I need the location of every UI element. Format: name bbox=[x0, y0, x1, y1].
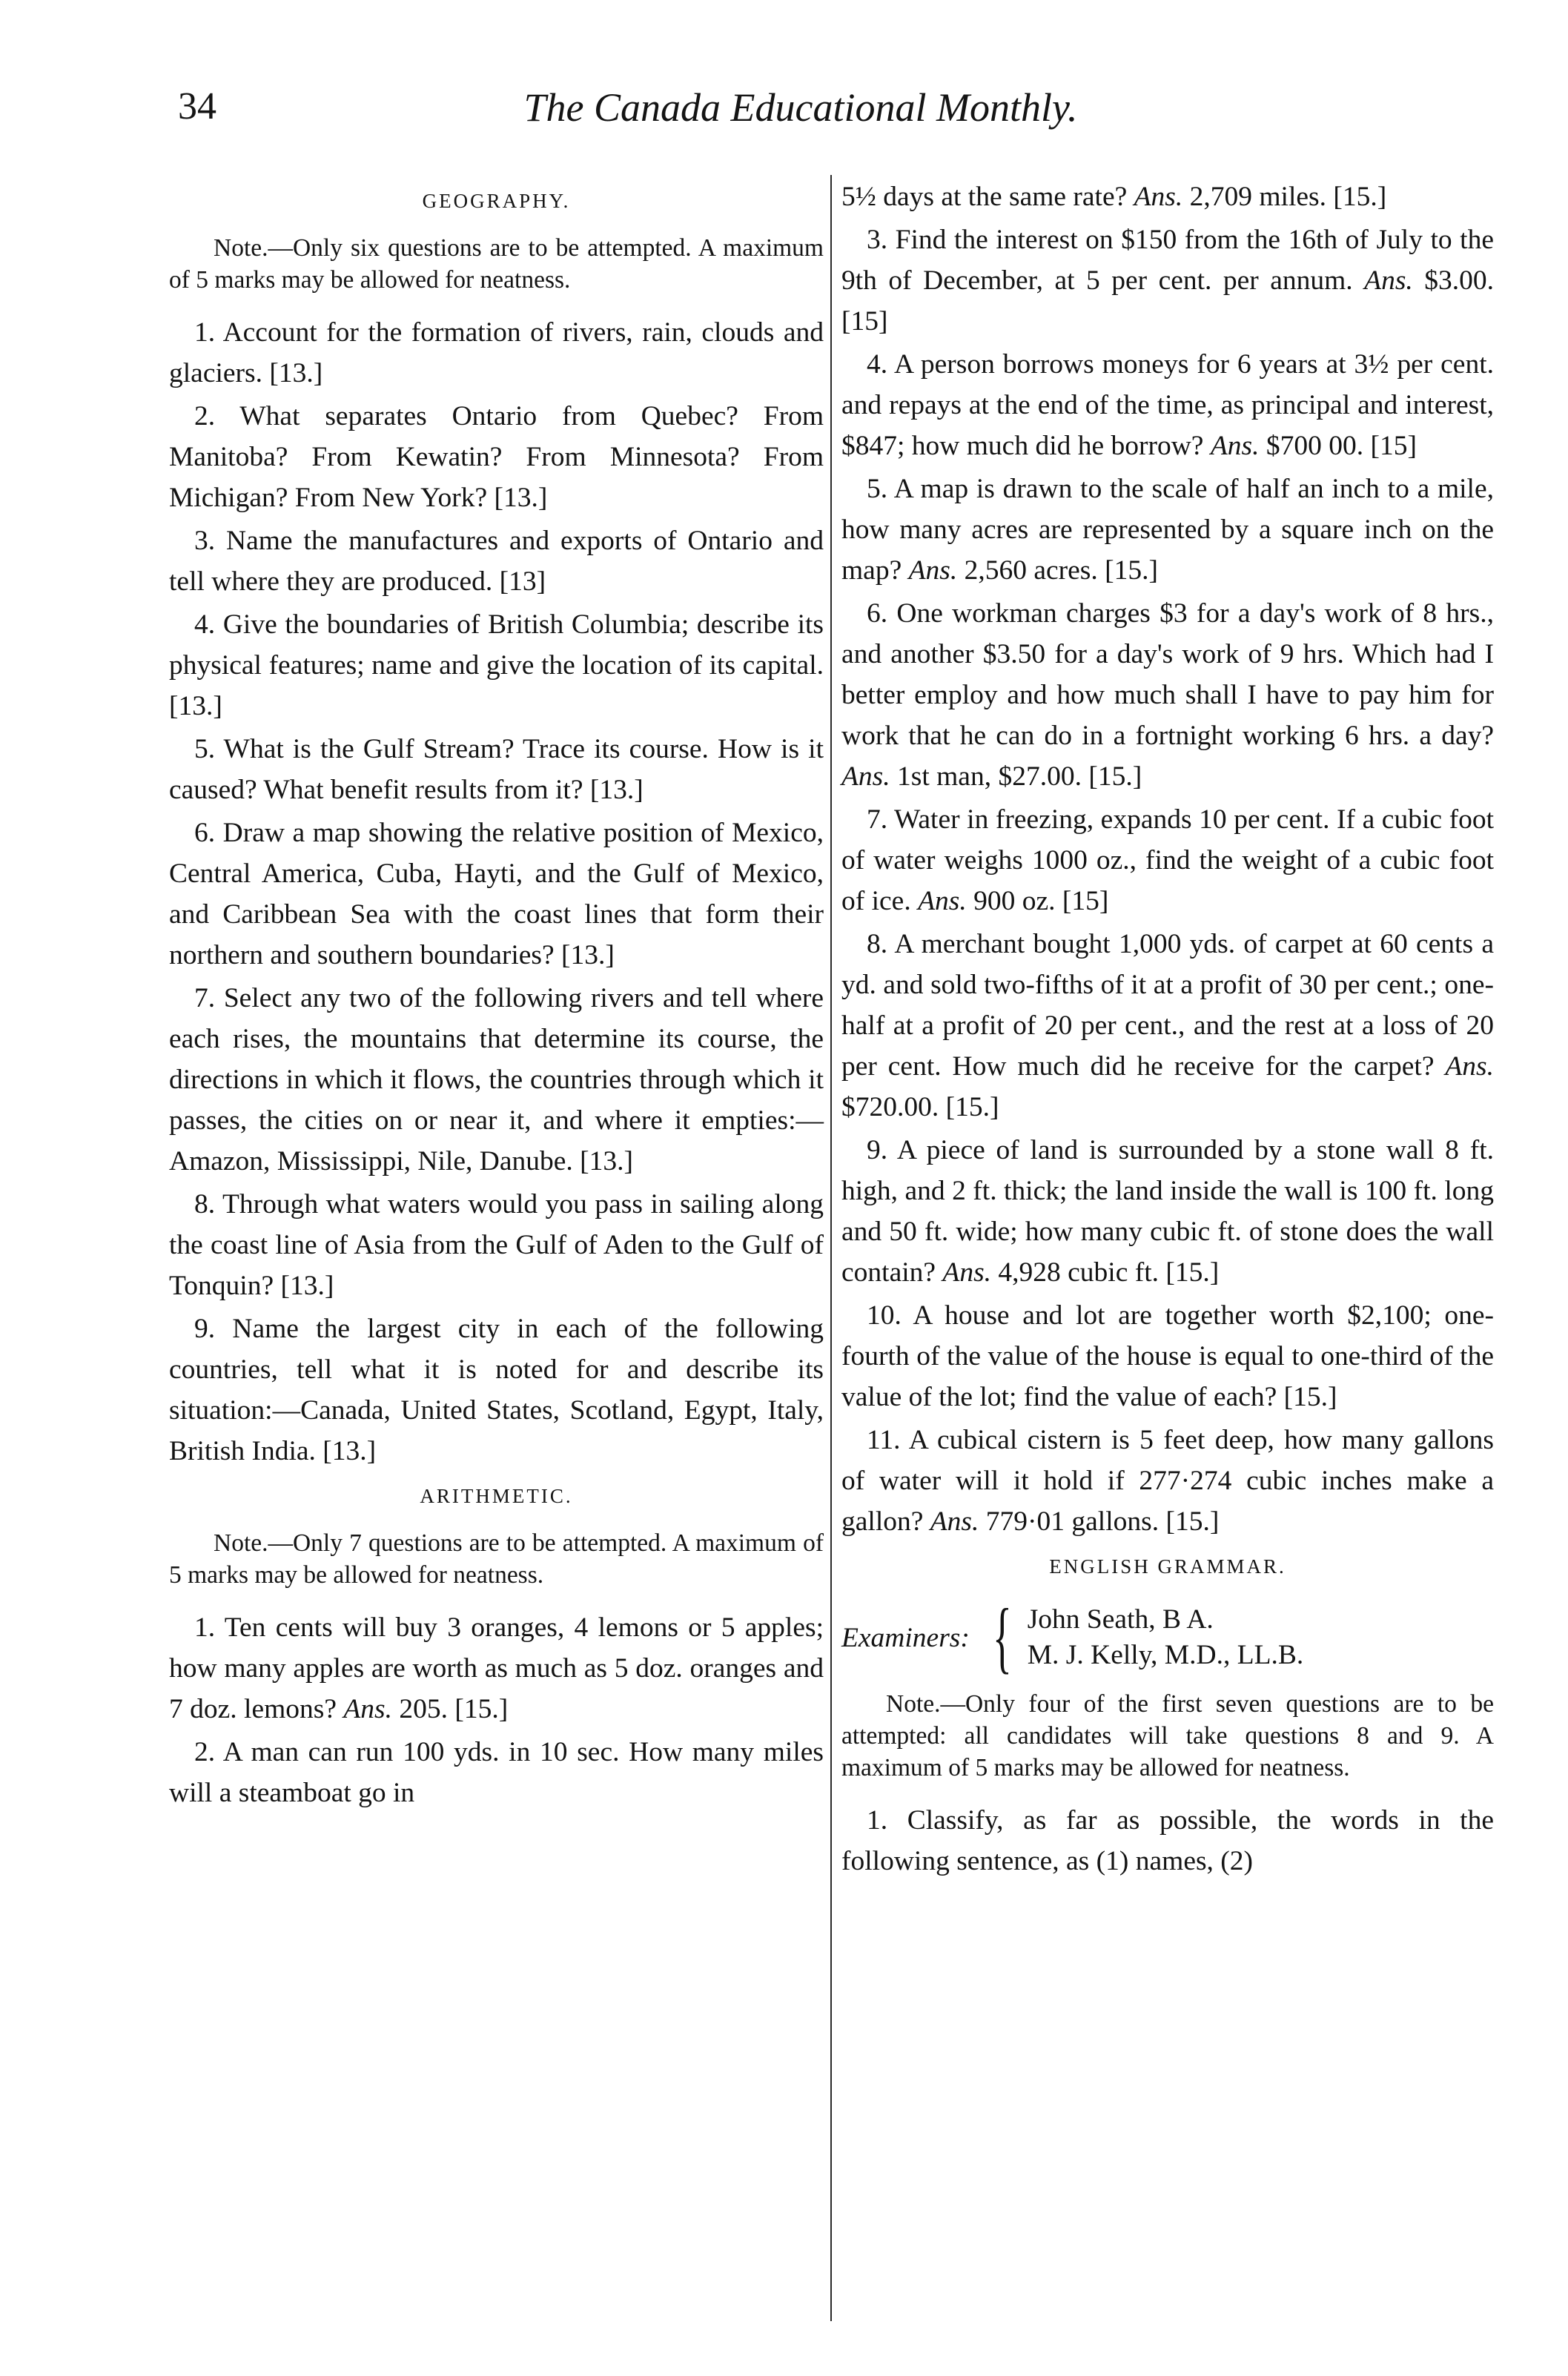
arithmetic-note: Note.—Only 7 questions are to be attempted. A maximum of 5 marks may be allowed for neatness. bbox=[169, 1529, 824, 1589]
answer-value: 900 oz. [15] bbox=[973, 886, 1109, 916]
answer-label: Ans. bbox=[1134, 182, 1183, 212]
arithmetic-question bbox=[841, 924, 1494, 1128]
answer-value: 2,709 miles. [15.] bbox=[1189, 182, 1387, 212]
column-divider bbox=[830, 175, 832, 2321]
question-text: 5½ days at the same rate? bbox=[841, 182, 1128, 212]
english-grammar-note: Note.—Only four of the first seven questions are to be attempted: all candidates will take questions 8 and 9. A maximum of 5 marks may be allowed for neatness. bbox=[841, 1690, 1494, 1781]
arithmetic-question: 2. A man can run 100 yds. in 10 sec. How many miles will a steamboat go in bbox=[169, 1737, 824, 1808]
arithmetic-question bbox=[841, 469, 1494, 591]
question-text: 5. A map is drawn to the scale of half an inch to a mile, how many acres are represented by a square inch on the map? bbox=[841, 474, 1494, 586]
question-text: 4. A person borrows moneys for 6 years at 3½ per cent. and repays at the end of the time, as principal and interest, $847; how much did he borrow? bbox=[841, 349, 1494, 461]
answer-value: 779·01 gallons. [15.] bbox=[985, 1506, 1220, 1537]
answer-value: 1st man, $27.00. [15.] bbox=[897, 761, 1142, 792]
left-column bbox=[169, 176, 824, 1816]
geography-question: 9. Name the largest city in each of the following countries, tell what it is noted for and describe its situation:—Canada, United States, Scotland, Egypt, Italy, British India. [13.] bbox=[169, 1314, 824, 1466]
geography-question: 6. Draw a map showing the relative position of Mexico, Central America, Cuba, Hayti, and the Gulf of Mexico, and Caribbean Sea with the coast lines that form their northern and southern boundaries? [13.] bbox=[169, 818, 824, 970]
examiner-name: M. J. Kelly, M.D., LL.B. bbox=[1027, 1640, 1304, 1670]
answer-label: Ans. bbox=[1210, 431, 1260, 461]
answer-value: 2,560 acres. [15.] bbox=[964, 555, 1158, 586]
answer-label: Ans. bbox=[1364, 265, 1413, 296]
answer-value: 4,928 cubic ft. [15.] bbox=[998, 1257, 1220, 1288]
page-number: 34 bbox=[178, 85, 216, 128]
answer-label: Ans. bbox=[908, 555, 958, 586]
examiner-name: John Seath, B A. bbox=[1027, 1604, 1214, 1635]
right-column bbox=[841, 176, 1494, 1884]
geography-question: 8. Through what waters would you pass in sailing along the coast line of Asia from the Gulf of Aden to the Gulf of Tonquin? [13.] bbox=[169, 1189, 824, 1301]
answer-value: $700 00. [15] bbox=[1266, 431, 1417, 461]
answer-label: Ans. bbox=[942, 1257, 992, 1288]
geography-question: 3. Name the manufactures and exports of Ontario and tell where they are produced. [13] bbox=[169, 526, 824, 597]
geography-question: 4. Give the boundaries of British Columbia; describe its physical features; name and give the location of its capital. [13.] bbox=[169, 609, 824, 721]
geography-note: Note.—Only six questions are to be attempted. A maximum of 5 marks may be allowed for neatness. bbox=[169, 234, 824, 294]
examiners-label: Examiners: bbox=[841, 1622, 970, 1653]
answer-label: Ans. bbox=[841, 761, 890, 792]
arithmetic-question bbox=[841, 593, 1494, 797]
geography-question: 2. What separates Ontario from Quebec? From Manitoba? From Kewatin? From Minnesota? From Michigan? From New York? [13.] bbox=[169, 401, 824, 513]
brace-icon: { bbox=[992, 1593, 1012, 1681]
answer-value: 205. [15.] bbox=[399, 1694, 509, 1724]
geography-question: 5. What is the Gulf Stream? Trace its course. How is it caused? What benefit results from it? [13.] bbox=[169, 734, 824, 805]
arithmetic-question-continued bbox=[841, 176, 1494, 217]
geography-question: 7. Select any two of the following rivers and tell where each rises, the mountains that determine its course, the directions in which it flows, the countries through which it passes, the cities on or near it, and where it empties:—Amazon, Mississippi, Nile, Danube. [13.] bbox=[169, 983, 824, 1177]
question-text: 11. A cubical cistern is 5 feet deep, how many gallons of water will it hold if 277·274 cubic inches make a gallon? bbox=[841, 1425, 1494, 1537]
english-grammar-heading: ENGLISH GRAMMAR. bbox=[1049, 1555, 1286, 1578]
arithmetic-heading: ARITHMETIC. bbox=[420, 1485, 573, 1507]
geography-heading: GEOGRAPHY. bbox=[422, 190, 571, 212]
answer-label: Ans. bbox=[1445, 1051, 1495, 1082]
arithmetic-question bbox=[169, 1607, 824, 1730]
question-text: 1. Ten cents will buy 3 oranges, 4 lemons or 5 apples; how many apples are worth as much as 5 doz. oranges and 7 doz. lemons? bbox=[169, 1612, 824, 1724]
arithmetic-question bbox=[841, 1420, 1494, 1542]
english-grammar-question: 1. Classify, as far as possible, the words in the following sentence, as (1) names, (2) bbox=[841, 1805, 1494, 1876]
question-text: 3. Find the interest on $150 from the 16th of July to the 9th of December, at 5 per cent. per annum. bbox=[841, 225, 1494, 296]
running-title: The Canada Educational Monthly. bbox=[523, 85, 1078, 130]
page-header bbox=[178, 87, 1423, 154]
answer-label: Ans. bbox=[918, 886, 967, 916]
arithmetic-question bbox=[841, 1295, 1494, 1417]
question-text: 7. Water in freezing, expands 10 per cent. If a cubic foot of water weighs 1000 oz., find the weight of a cubic foot of ice. bbox=[841, 804, 1494, 916]
question-text: 9. A piece of land is surrounded by a stone wall 8 ft. high, and 2 ft. thick; the land inside the wall is 100 ft. long and 50 ft. wide; how many cubic ft. of stone does the wall contain? bbox=[841, 1135, 1494, 1288]
answer-label: Ans. bbox=[930, 1506, 979, 1537]
examiners-block bbox=[841, 1593, 1494, 1681]
arithmetic-question bbox=[841, 344, 1494, 466]
question-text: 6. One workman charges $3 for a day's work of 8 hrs., and another $3.50 for a day's work of 9 hrs. Which had I better employ and how much shall I have to pay him for work that he can do in a fortnight working 6 hrs. a day? bbox=[841, 598, 1494, 751]
arithmetic-question bbox=[841, 799, 1494, 921]
arithmetic-question bbox=[841, 219, 1494, 342]
examiner-names bbox=[1028, 1602, 1304, 1673]
geography-question: 1. Account for the formation of rivers, rain, clouds and glaciers. [13.] bbox=[169, 317, 824, 388]
answer-label: Ans. bbox=[343, 1694, 392, 1724]
answer-value: $720.00. [15.] bbox=[841, 1092, 999, 1122]
arithmetic-question bbox=[841, 1130, 1494, 1293]
answer-value: $3.00. [15] bbox=[841, 265, 1494, 337]
question-text: 8. A merchant bought 1,000 yds. of carpet at 60 cents a yd. and sold two-fifths of it at a profit of 30 per cent.; one-half at a profit of 20 per cent., and the rest at a loss of 20 per cent. How much did he receive for the carpet? bbox=[841, 929, 1494, 1082]
question-text: 10. A house and lot are together worth $2,100; one-fourth of the value of the house is equal to one-third of the value of the lot; find the value of each? [15.] bbox=[841, 1300, 1494, 1412]
